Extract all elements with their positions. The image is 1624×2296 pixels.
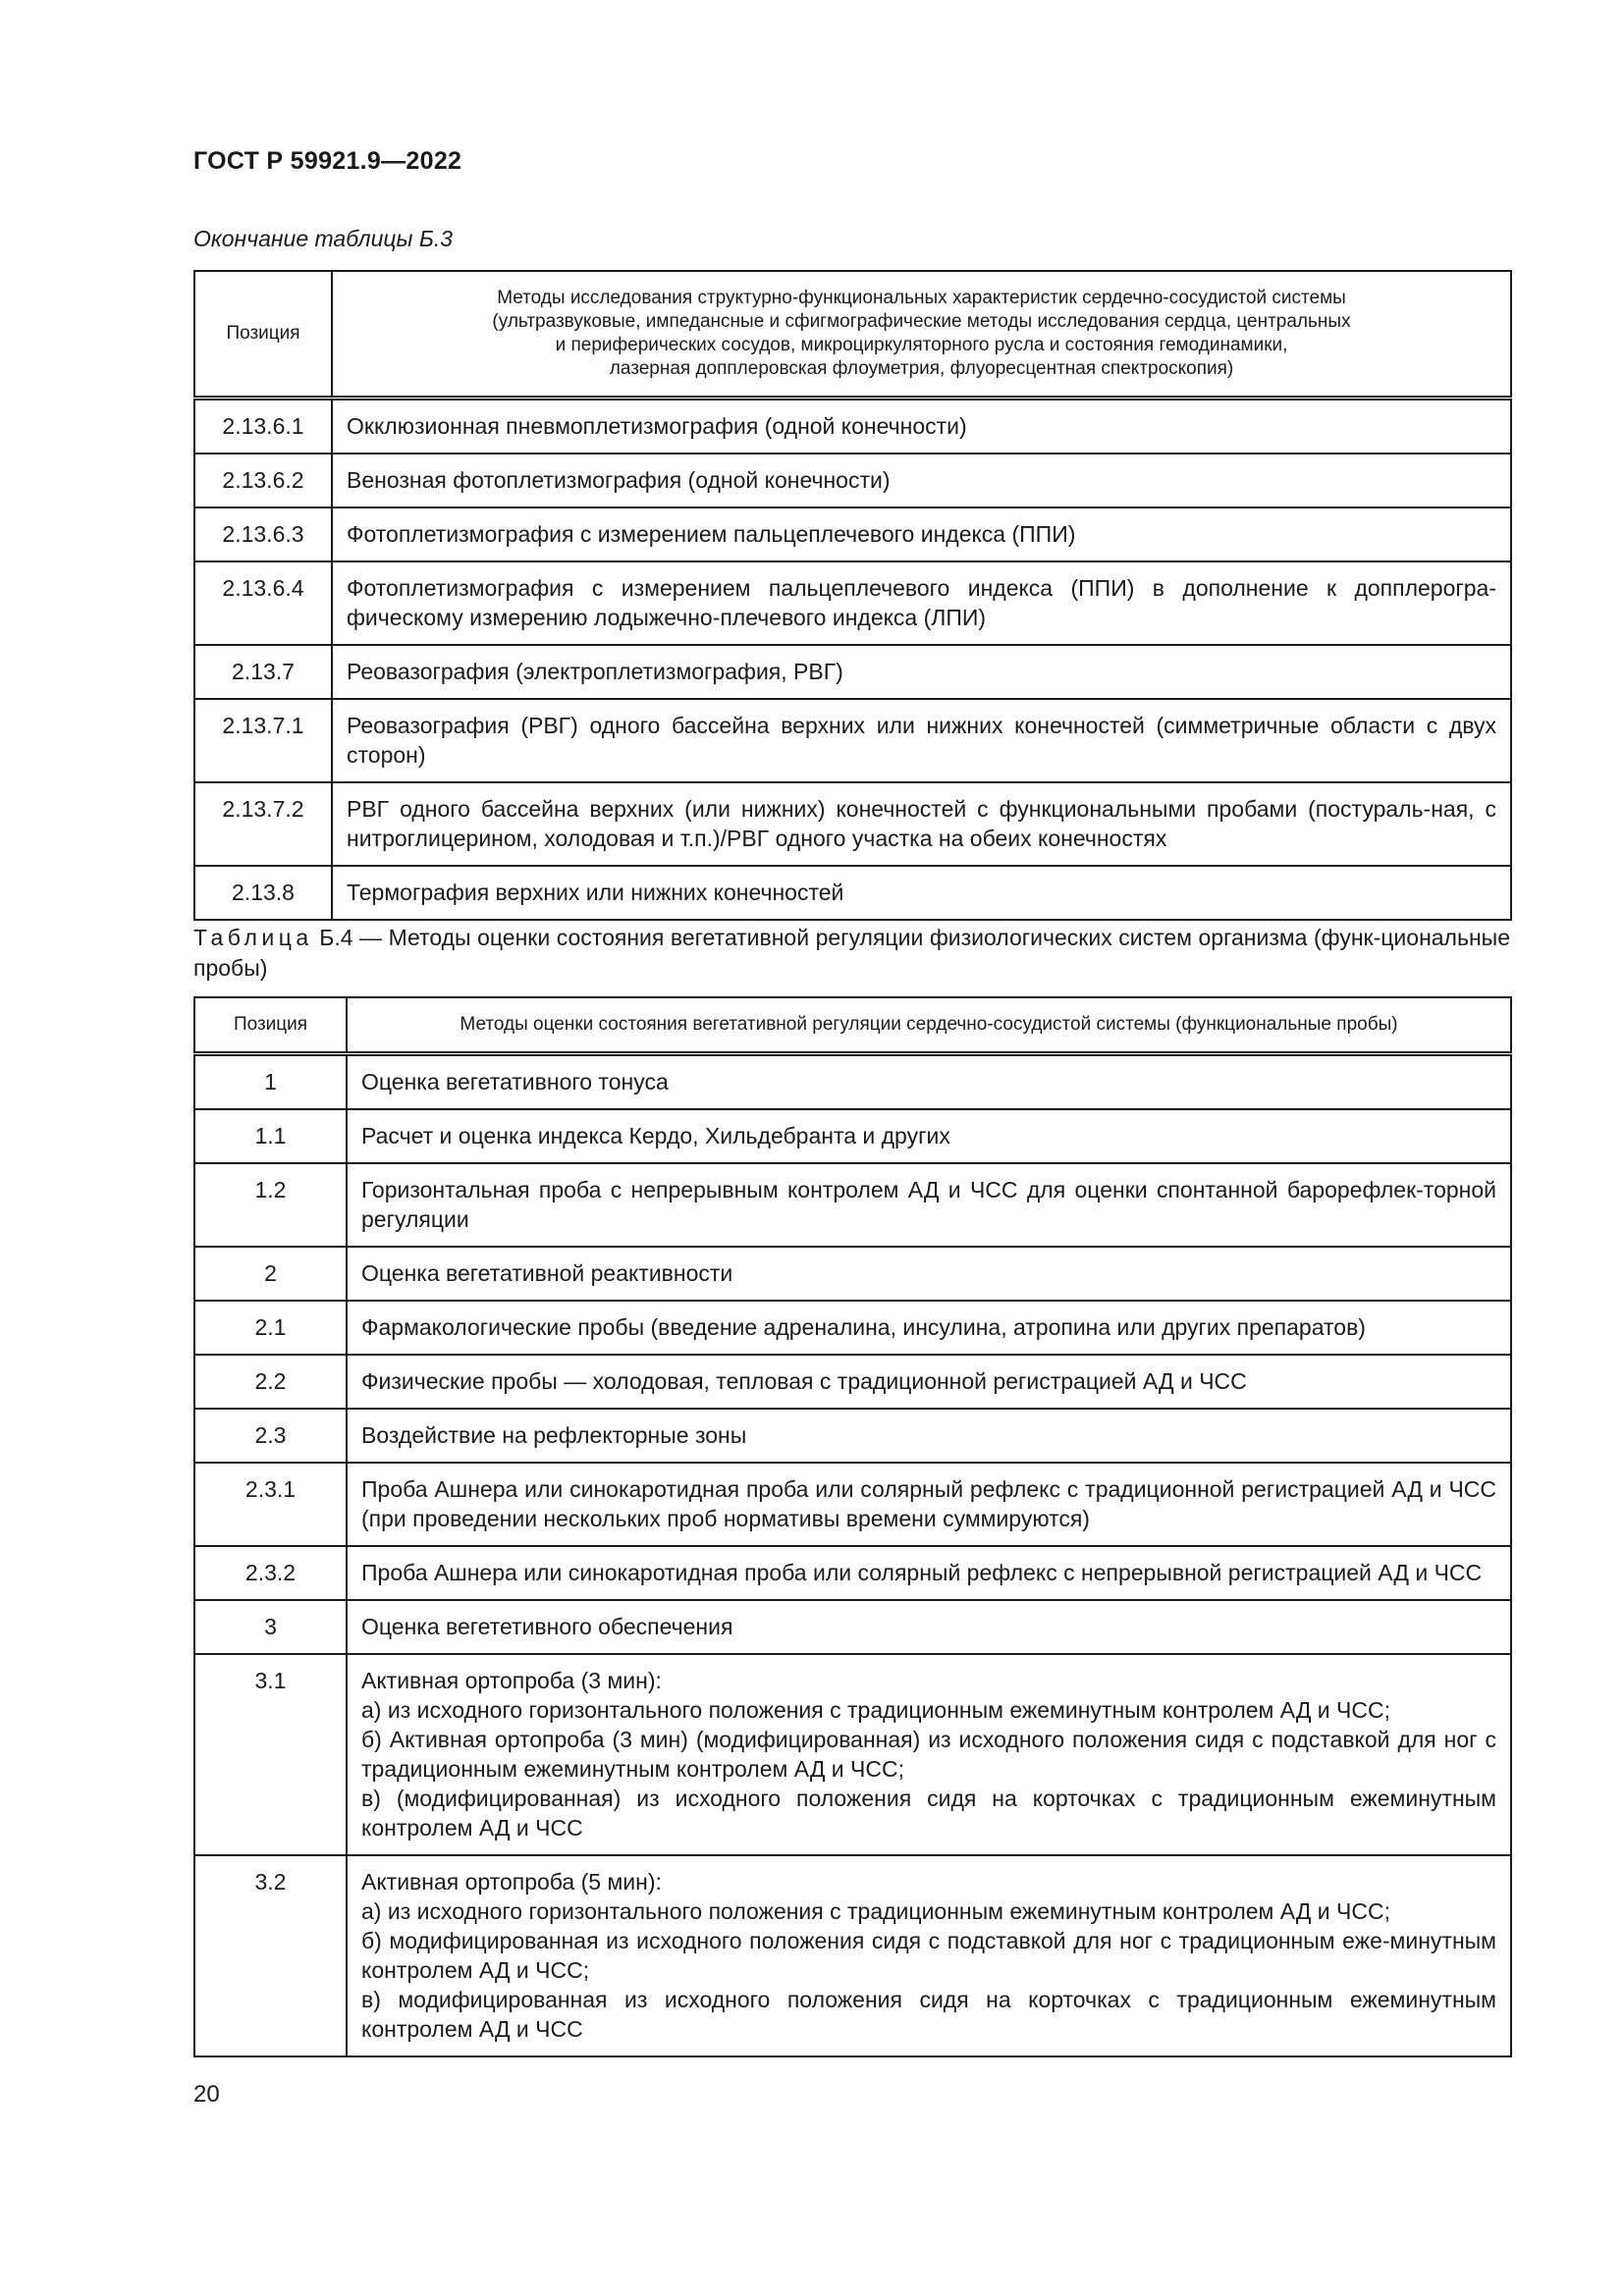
document-number-header: ГОСТ Р 59921.9—2022 bbox=[193, 147, 462, 175]
page-number: 20 bbox=[193, 2081, 220, 2108]
table-b3 bbox=[193, 270, 1512, 921]
table-b4-col-position: Позиция bbox=[194, 997, 347, 1054]
row-description bbox=[347, 1409, 1511, 1463]
table-row bbox=[194, 699, 1511, 782]
row-position: 2.3.2 bbox=[194, 1546, 347, 1600]
row-position: 2.13.6.1 bbox=[194, 399, 332, 454]
row-description bbox=[347, 1546, 1511, 1600]
row-description-line: Физические пробы — холодовая, тепловая с традиционной регистрацией АД и ЧСС bbox=[361, 1368, 1247, 1394]
table-row bbox=[194, 1546, 1511, 1600]
table-b3-col-methods-line: и периферических сосудов, микроциркуляторного русла и состояния гемодинамики, bbox=[555, 335, 1288, 355]
table-b4-title bbox=[193, 923, 1510, 984]
row-description-line: в) (модифицированная) из исходного положения сидя на корточках с традиционным ежеминутным контролем АД и ЧСС bbox=[361, 1786, 1496, 1841]
table-row bbox=[194, 1600, 1511, 1654]
table-b3-continuation-caption: Окончание таблицы Б.3 bbox=[193, 226, 454, 251]
table-row bbox=[194, 454, 1511, 507]
table-b3-header-row bbox=[194, 271, 1511, 399]
row-description-line: Фармакологические пробы (введение адреналина, инсулина, атропина или других препаратов) bbox=[361, 1314, 1366, 1340]
table-row bbox=[194, 645, 1511, 699]
row-description: Окклюзионная пневмоплетизмография (одной конечности) bbox=[332, 399, 1511, 454]
table-row bbox=[194, 782, 1511, 866]
row-description-line: Оценка вегететивного обеспечения bbox=[361, 1614, 733, 1639]
table-row bbox=[194, 1654, 1511, 1855]
row-position: 1.2 bbox=[194, 1163, 347, 1247]
table-row bbox=[194, 399, 1511, 454]
row-description-line: Оценка вегетативной реактивности bbox=[361, 1260, 733, 1286]
table-b3-body bbox=[194, 399, 1511, 921]
table-row bbox=[194, 1855, 1511, 2056]
row-position: 2.13.6.3 bbox=[194, 507, 332, 561]
row-description bbox=[347, 1247, 1511, 1301]
row-description: Термография верхних или нижних конечностей bbox=[332, 866, 1511, 920]
row-description-line: Оценка вегетативного тонуса bbox=[361, 1069, 669, 1095]
row-description: Фотоплетизмография с измерением пальцеплечевого индекса (ППИ) в дополнение к допплерогра-фическому измерению лодыжечно-плечевого индекса (ЛПИ) bbox=[332, 561, 1511, 645]
table-row bbox=[194, 1109, 1511, 1163]
table-row bbox=[194, 561, 1511, 645]
row-description bbox=[347, 1301, 1511, 1355]
row-description-line: в) модифицированная из исходного положения сидя на корточках с традиционным ежеминутным контролем АД и ЧСС bbox=[361, 1987, 1496, 2042]
table-b4-body bbox=[194, 1054, 1511, 2057]
row-description bbox=[347, 1654, 1511, 1855]
table-row bbox=[194, 1463, 1511, 1546]
row-description bbox=[347, 1600, 1511, 1654]
row-position: 2.13.6.4 bbox=[194, 561, 332, 645]
row-description bbox=[347, 1163, 1511, 1247]
row-description-line: б) модифицированная из исходного положения сидя с подставкой для ног с традиционным еже-минутным контролем АД и ЧСС; bbox=[361, 1928, 1496, 1983]
table-b3-col-methods-line: Методы исследования структурно-функциональных характеристик сердечно-сосудистой системы bbox=[497, 288, 1346, 308]
table-row bbox=[194, 1054, 1511, 1110]
row-description-line: Активная ортопроба (3 мин): bbox=[361, 1668, 662, 1693]
row-description: РВГ одного бассейна верхних (или нижних) конечностей с функциональными пробами (постураль-ная, с нитроглицерином, холодовая и т.п.)/РВГ одного участка на обеих конечностях bbox=[332, 782, 1511, 866]
row-position: 1.1 bbox=[194, 1109, 347, 1163]
row-position: 2.13.7.1 bbox=[194, 699, 332, 782]
row-description-line: Воздействие на рефлекторные зоны bbox=[361, 1422, 747, 1448]
table-b4-header-row bbox=[194, 997, 1511, 1054]
row-position: 2.1 bbox=[194, 1301, 347, 1355]
table-row bbox=[194, 1355, 1511, 1409]
row-position: 3 bbox=[194, 1600, 347, 1654]
row-position: 3.2 bbox=[194, 1855, 347, 2056]
table-b4 bbox=[193, 996, 1512, 2057]
table-row bbox=[194, 1409, 1511, 1463]
row-description: Реовазография (электроплетизмография, РВГ) bbox=[332, 645, 1511, 699]
table-row bbox=[194, 866, 1511, 920]
row-position: 2.2 bbox=[194, 1355, 347, 1409]
table-row bbox=[194, 1247, 1511, 1301]
row-description bbox=[347, 1855, 1511, 2056]
row-description bbox=[347, 1355, 1511, 1409]
table-b3-col-methods bbox=[332, 271, 1511, 399]
table-b3-col-methods-line: (ультразвуковые, импедансные и сфигмографические методы исследования сердца, центральных bbox=[492, 311, 1351, 332]
row-description: Фотоплетизмография с измерением пальцеплечевого индекса (ППИ) bbox=[332, 507, 1511, 561]
row-description-line: Проба Ашнера или синокаротидная проба или солярный рефлекс с традиционной регистрацией АД и ЧСС (при проведении нескольких проб нормативы времени суммируются) bbox=[361, 1476, 1496, 1531]
table-row bbox=[194, 507, 1511, 561]
row-description-line: Активная ортопроба (5 мин): bbox=[361, 1869, 662, 1895]
row-description bbox=[347, 1109, 1511, 1163]
row-position: 2.13.6.2 bbox=[194, 454, 332, 507]
row-position: 2.3.1 bbox=[194, 1463, 347, 1546]
row-description bbox=[347, 1463, 1511, 1546]
table-b4-title-text: Б.4 — Методы оценки состояния вегетативной регуляции физиологических систем организма (функ-циональные пробы) bbox=[193, 925, 1510, 981]
row-description bbox=[347, 1054, 1511, 1110]
row-position: 2.13.7 bbox=[194, 645, 332, 699]
row-description: Реовазография (РВГ) одного бассейна верхних или нижних конечностей (симметричные области с двух сторон) bbox=[332, 699, 1511, 782]
table-b4-col-methods: Методы оценки состояния вегетативной регуляции сердечно-сосудистой системы (функциональные пробы) bbox=[347, 997, 1511, 1054]
row-position: 2.13.7.2 bbox=[194, 782, 332, 866]
row-description-line: Проба Ашнера или синокаротидная проба или солярный рефлекс с непрерывной регистрацией АД и ЧСС bbox=[361, 1560, 1483, 1585]
row-description-line: Горизонтальная проба с непрерывным контролем АД и ЧСС для оценки спонтанной барорефлек-торной регуляции bbox=[361, 1177, 1496, 1232]
row-description: Венозная фотоплетизмография (одной конечности) bbox=[332, 454, 1511, 507]
row-position: 2.13.8 bbox=[194, 866, 332, 920]
row-position: 3.1 bbox=[194, 1654, 347, 1855]
row-description-line: а) из исходного горизонтального положения с традиционным ежеминутным контролем АД и ЧСС; bbox=[361, 1898, 1390, 1924]
table-b3-col-position: Позиция bbox=[194, 271, 332, 399]
row-position: 2 bbox=[194, 1247, 347, 1301]
row-description-line: а) из исходного горизонтального положения с традиционным ежеминутным контролем АД и ЧСС; bbox=[361, 1697, 1390, 1723]
table-b4-title-label: Таблица bbox=[193, 925, 313, 950]
row-position: 2.3 bbox=[194, 1409, 347, 1463]
row-description-line: б) Активная ортопроба (3 мин) (модифицированная) из исходного положения сидя с подставкой для ног с традиционным ежеминутным контролем АД и ЧСС; bbox=[361, 1727, 1496, 1782]
row-position: 1 bbox=[194, 1054, 347, 1110]
table-b3-col-methods-line: лазерная допплеровская флоуметрия, флуоресцентная спектроскопия) bbox=[609, 358, 1234, 379]
table-row bbox=[194, 1301, 1511, 1355]
row-description-line: Расчет и оценка индекса Кердо, Хильдебранта и других bbox=[361, 1123, 950, 1148]
table-row bbox=[194, 1163, 1511, 1247]
